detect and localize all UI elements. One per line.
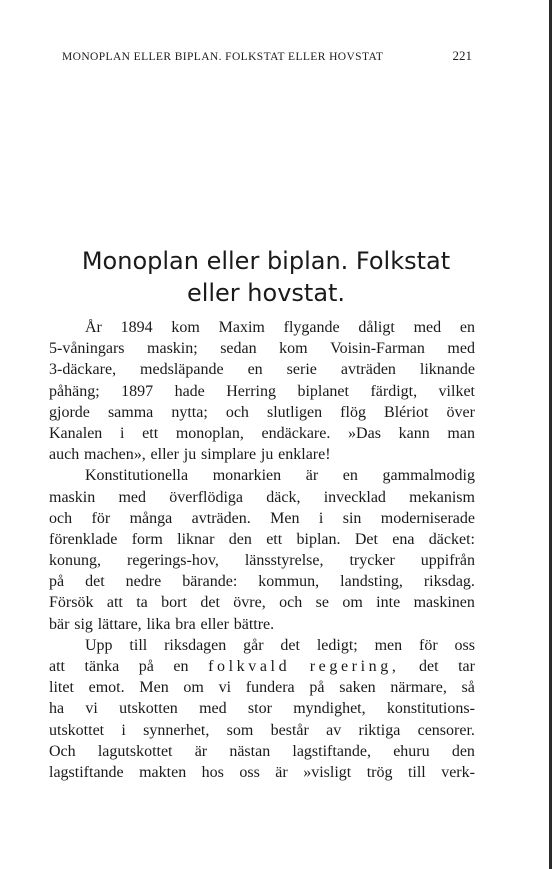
word: bärande: bbox=[182, 573, 238, 591]
word: ta bbox=[136, 594, 148, 612]
word: Upp bbox=[85, 636, 113, 654]
word: i bbox=[318, 509, 324, 527]
word: invecklad bbox=[323, 488, 386, 506]
text-line bbox=[49, 635, 475, 656]
word: på bbox=[49, 573, 65, 591]
word: och bbox=[49, 509, 73, 527]
word: en bbox=[459, 319, 475, 336]
word: en bbox=[342, 467, 358, 485]
text-line bbox=[49, 465, 475, 486]
text-line bbox=[49, 571, 475, 592]
word: hos bbox=[201, 763, 224, 781]
word: synnerhet, bbox=[143, 721, 210, 739]
word: som bbox=[226, 721, 254, 739]
chapter-title bbox=[50, 245, 482, 309]
word: Maxim bbox=[218, 319, 265, 336]
word: År bbox=[85, 319, 102, 336]
word: överflödiga bbox=[169, 488, 244, 506]
word: riktiga bbox=[358, 721, 401, 739]
chapter-title-line-2: eller hovstat. bbox=[186, 279, 346, 307]
text-line bbox=[49, 317, 475, 338]
word: i bbox=[121, 721, 126, 739]
word: länsstyrelse, bbox=[244, 552, 324, 570]
word: vi bbox=[85, 700, 98, 718]
running-head-title: MONOPLAN ELLER BIPLAN. FOLKSTAT ELLER HOVSTAT bbox=[62, 51, 384, 63]
word: det bbox=[200, 594, 220, 612]
word: regering, bbox=[309, 658, 400, 675]
word: ett bbox=[142, 424, 159, 442]
word: riksdag. bbox=[423, 573, 475, 591]
word: samma bbox=[107, 403, 154, 421]
word: Det bbox=[354, 530, 378, 548]
text-line bbox=[49, 402, 475, 423]
word: ena bbox=[392, 530, 415, 548]
text-line bbox=[49, 508, 475, 529]
text-line bbox=[49, 381, 475, 402]
word: på bbox=[138, 658, 154, 675]
word: förenklade bbox=[49, 530, 118, 548]
word: kann bbox=[398, 424, 430, 442]
word: slutligen bbox=[267, 403, 323, 421]
word: kom bbox=[279, 340, 308, 358]
text-line bbox=[49, 698, 475, 719]
word: myndighet, bbox=[293, 700, 366, 718]
word: monoplan, bbox=[175, 424, 244, 442]
word: färdigt, bbox=[370, 382, 418, 400]
word: emot. bbox=[88, 679, 125, 697]
word: den bbox=[228, 530, 252, 548]
word: ledigt; bbox=[316, 636, 358, 654]
word: utskottet bbox=[49, 721, 105, 739]
word: fundera bbox=[245, 679, 295, 697]
word: kom bbox=[171, 319, 200, 336]
word: 3-däckare, bbox=[49, 361, 117, 379]
text-line bbox=[49, 720, 475, 741]
word: simplare bbox=[201, 446, 257, 464]
word: över bbox=[446, 403, 475, 421]
word: gammalmodig bbox=[382, 467, 475, 485]
word: är bbox=[275, 763, 288, 781]
word: mekanism bbox=[409, 488, 475, 506]
word: så bbox=[461, 679, 475, 697]
word: går bbox=[243, 636, 264, 654]
text-line bbox=[49, 550, 475, 571]
word: och bbox=[225, 403, 249, 421]
word: regerings-hov, bbox=[127, 552, 219, 570]
word: monarkien bbox=[212, 467, 282, 485]
word: Och bbox=[49, 742, 76, 760]
word: eller bbox=[150, 446, 179, 464]
word: är bbox=[305, 467, 319, 485]
word: saken bbox=[339, 679, 376, 697]
word: tänka bbox=[84, 658, 120, 675]
word: en bbox=[247, 361, 263, 379]
word: flygande bbox=[283, 319, 340, 336]
page-number: 221 bbox=[452, 48, 472, 63]
word: för bbox=[91, 509, 111, 527]
word: den bbox=[451, 742, 475, 760]
word: om bbox=[183, 679, 204, 697]
word: lika bbox=[146, 615, 171, 633]
word: »visligt bbox=[303, 763, 352, 781]
word: till bbox=[407, 763, 426, 781]
running-head bbox=[62, 48, 472, 64]
word: ehuru bbox=[393, 742, 430, 760]
word: 1897 bbox=[121, 382, 154, 400]
word: av bbox=[326, 721, 342, 739]
word: att bbox=[106, 594, 123, 612]
word: med bbox=[413, 319, 442, 336]
word: utskotten bbox=[119, 700, 178, 718]
word: vi bbox=[218, 679, 232, 697]
word: men bbox=[374, 636, 403, 654]
word: det bbox=[280, 636, 300, 654]
text-line bbox=[49, 762, 475, 783]
word: folkvald bbox=[208, 658, 291, 675]
word: om bbox=[342, 594, 363, 612]
word: bort bbox=[161, 594, 187, 612]
word: biplan. bbox=[296, 530, 341, 548]
word: gjorde bbox=[49, 403, 90, 421]
word: avträden. bbox=[191, 509, 251, 527]
text-line bbox=[49, 487, 475, 508]
word: nästan bbox=[229, 742, 271, 760]
text-line bbox=[49, 614, 475, 635]
word: många bbox=[129, 509, 173, 527]
text-line bbox=[49, 444, 475, 465]
word: är bbox=[194, 742, 208, 760]
word: det bbox=[419, 658, 439, 675]
text-line bbox=[49, 529, 475, 550]
text-line bbox=[49, 677, 475, 698]
word: 5-våningars bbox=[49, 340, 125, 358]
word: på bbox=[309, 679, 325, 697]
word: liknar bbox=[177, 530, 215, 548]
word: censorer. bbox=[417, 721, 475, 739]
text-line bbox=[49, 656, 475, 677]
word: 1894 bbox=[120, 319, 153, 336]
word: se bbox=[315, 594, 329, 612]
word: hade bbox=[174, 382, 205, 400]
word: eller bbox=[200, 615, 229, 633]
word: sedan bbox=[220, 340, 257, 358]
word: litet bbox=[49, 679, 74, 697]
word: för bbox=[418, 636, 438, 654]
word: konung, bbox=[49, 552, 101, 570]
word: Försök bbox=[49, 594, 94, 612]
word: bättre. bbox=[233, 615, 275, 633]
word: bär bbox=[49, 615, 70, 633]
word: verk- bbox=[441, 763, 475, 781]
word: med bbox=[118, 488, 147, 506]
word: medsläpande bbox=[140, 361, 224, 379]
word: liknande bbox=[419, 361, 475, 379]
word: flög bbox=[340, 403, 366, 421]
word: vilket bbox=[438, 382, 475, 400]
word: Voisin-Farman bbox=[330, 340, 425, 358]
word: lagutskottet bbox=[97, 742, 173, 760]
word: ju bbox=[260, 446, 274, 464]
word: påhäng; bbox=[49, 382, 100, 400]
word: tar bbox=[458, 658, 475, 675]
word: Men bbox=[139, 679, 169, 697]
word: däck, bbox=[266, 488, 301, 506]
text-line bbox=[49, 592, 475, 613]
word: Herring bbox=[226, 382, 276, 400]
word: maskin bbox=[49, 488, 96, 506]
word: det bbox=[85, 573, 105, 591]
word: man bbox=[447, 424, 475, 442]
word: auch bbox=[49, 446, 80, 464]
word: serie bbox=[286, 361, 317, 379]
word: består bbox=[270, 721, 309, 739]
word: maskin; bbox=[147, 340, 198, 358]
word: Blériot bbox=[384, 403, 429, 421]
word: lättare, bbox=[97, 615, 142, 633]
word: nytta; bbox=[171, 403, 208, 421]
word: och bbox=[279, 594, 303, 612]
text-line bbox=[49, 741, 475, 762]
word: ju bbox=[183, 446, 197, 464]
word: däcket: bbox=[428, 530, 475, 548]
word: form bbox=[131, 530, 163, 548]
word: makten bbox=[139, 763, 187, 781]
word: riksdagen bbox=[164, 636, 227, 654]
word: biplanet bbox=[297, 382, 349, 400]
word: uppifrån bbox=[420, 552, 475, 570]
word: ha bbox=[49, 700, 65, 718]
word: Men bbox=[270, 509, 300, 527]
word: avträden bbox=[340, 361, 396, 379]
word: lagstiftande bbox=[49, 763, 124, 781]
word: machen», bbox=[84, 446, 146, 464]
word: ett bbox=[266, 530, 283, 548]
word: oss bbox=[454, 636, 475, 654]
word: en bbox=[173, 658, 189, 675]
text-line bbox=[49, 359, 475, 380]
word: »Das bbox=[348, 424, 381, 442]
text-line bbox=[49, 423, 475, 444]
word: till bbox=[129, 636, 148, 654]
text-line bbox=[49, 338, 475, 359]
word: stor bbox=[247, 700, 272, 718]
word: kommun, bbox=[258, 573, 320, 591]
word: inte bbox=[376, 594, 401, 612]
word: nedre bbox=[125, 573, 162, 591]
body-text bbox=[49, 317, 475, 783]
word: oss bbox=[239, 763, 260, 781]
word: sin bbox=[342, 509, 362, 527]
word: landsting, bbox=[340, 573, 403, 591]
word: Konstitutionella bbox=[85, 467, 189, 485]
word: sig bbox=[74, 615, 93, 633]
word: konstitutions- bbox=[386, 700, 475, 718]
word: moderniserade bbox=[380, 509, 475, 527]
word: enklare! bbox=[278, 446, 331, 464]
word: maskinen bbox=[413, 594, 475, 612]
word: övre, bbox=[233, 594, 266, 612]
word: närmare, bbox=[390, 679, 447, 697]
word: trycker bbox=[349, 552, 395, 570]
word: att bbox=[49, 658, 65, 675]
word: lagstiftande, bbox=[292, 742, 372, 760]
word: med bbox=[447, 340, 475, 358]
word: trög bbox=[366, 763, 393, 781]
word: med bbox=[199, 700, 227, 718]
word: endäckare. bbox=[261, 424, 331, 442]
word: i bbox=[120, 424, 125, 442]
word: bra bbox=[175, 615, 196, 633]
word: Kanalen bbox=[49, 424, 103, 442]
word: dåligt bbox=[358, 319, 395, 336]
chapter-title-line-1: Monoplan eller biplan. Folkstat bbox=[81, 247, 451, 275]
